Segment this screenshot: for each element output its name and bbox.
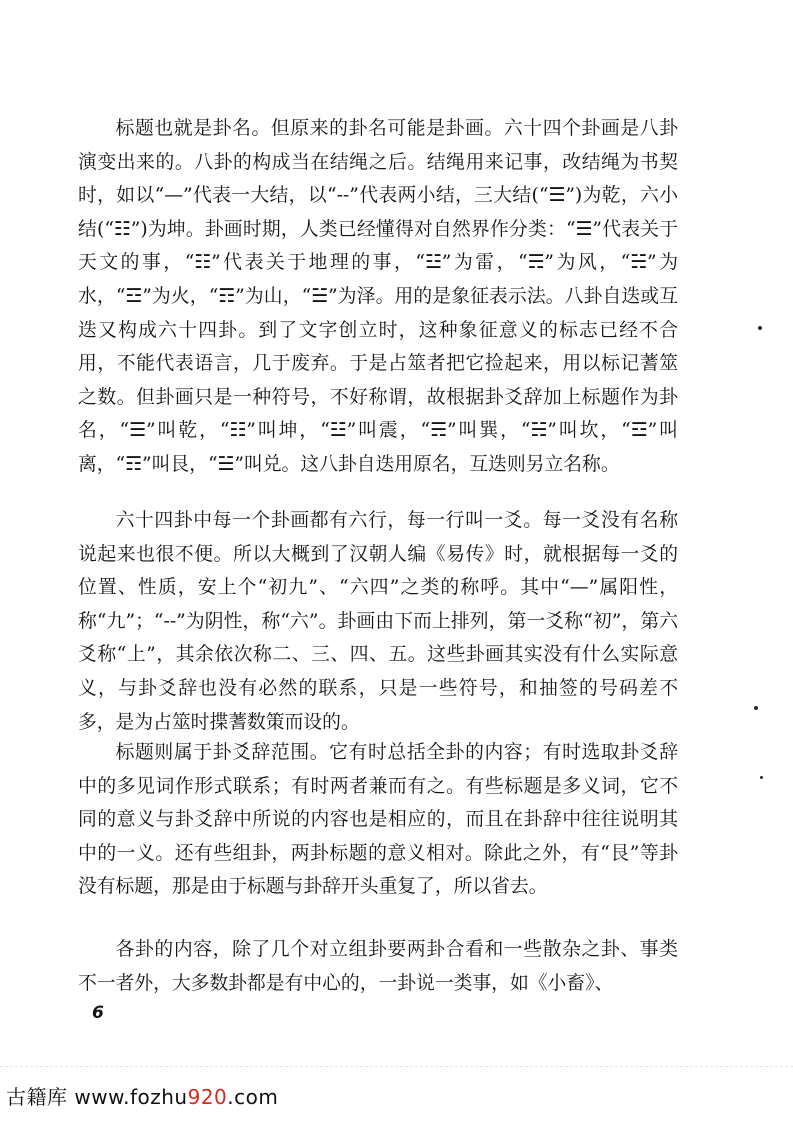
page-number: 6 bbox=[92, 1003, 104, 1023]
paragraph-2: 六十四卦中每一个卦画都有六行，每一行叫一爻。每一爻没有名称说起来也很不便。所以大概到了汉朝人编《易传》时，就根据每一爻的位置、性质，安上个“初九”、“六四”之类的称呼。其中“—”属阳性，称“九”；“--”为阴性，称“六”。卦画由下而上排列，第一爻称“初”，第六爻称“上”，其余依次称二、三、四、五。这些卦画其实没有什么实际意义，与卦爻辞也没有必然的联系，只是一些符号，和抽签的号码差不多，是为占筮时揲蓍数策而设的。 bbox=[78, 510, 678, 733]
scan-speck bbox=[754, 706, 758, 710]
watermark-url-number: 920 bbox=[187, 1085, 228, 1109]
scan-edge-divider bbox=[0, 1066, 793, 1067]
scan-speck bbox=[758, 326, 762, 330]
watermark-site-name: 古籍库 bbox=[6, 1085, 68, 1109]
watermark-url-suffix: .com bbox=[227, 1085, 279, 1109]
paragraph-4: 各卦的内容，除了几个对立组卦要两卦合看和一些散杂之卦、事类不一者外，大多数卦都是有中心的，一卦说一类事，如《小畜》、 bbox=[78, 939, 678, 994]
site-watermark bbox=[6, 1081, 278, 1110]
watermark-url-prefix: www.fozhu bbox=[74, 1085, 188, 1109]
paragraph-3: 标题则属于卦爻辞范围。它有时总括全卦的内容；有时选取卦爻辞中的多见词作形式联系；有时两者兼而有之。有些标题是多义词，它不同的意义与卦爻辞中所说的内容也是相应的，而且在卦辞中往往说明其中的一义。还有些组卦，两卦标题的意义相对。除此之外，有“艮”等卦没有标题，那是由于标题与卦辞开头重复了，所以省去。 bbox=[78, 742, 678, 898]
paragraph-1: 标题也就是卦名。但原来的卦名可能是卦画。六十四个卦画是八卦演变出来的。八卦的构成当在结绳之后。结绳用来记事，改结绳为书契时，如以“—”代表一大结，以“--”代表两小结，三大结(“☰”)为乾，六小结(“☷”)为坤。卦画时期，人类已经懂得对自然界作分类：“☰”代表关于天文的事，“☷”代表关于地理的事，“☳”为雷，“☴”为风，“☵”为水，“☲”为火，“☶”为山，“☱”为泽。用的是象征表示法。八卦自迭或互迭又构成六十四卦。到了文字创立时，这种象征意义的标志已经不合用，不能代表语言，几于废弃。于是占筮者把它捡起来，用以标记蓍筮之数。但卦画只是一种符号，不好称谓，故根据卦爻辞加上标题作为卦名，“☰”叫乾，“☷”叫坤，“☳”叫震，“☴”叫巽，“☵”叫坎，“☲”叫离，“☶”叫艮，“☱”叫兑。这八卦自迭用原名，互迭则另立名称。 bbox=[78, 118, 678, 475]
scan-speck bbox=[760, 776, 763, 779]
